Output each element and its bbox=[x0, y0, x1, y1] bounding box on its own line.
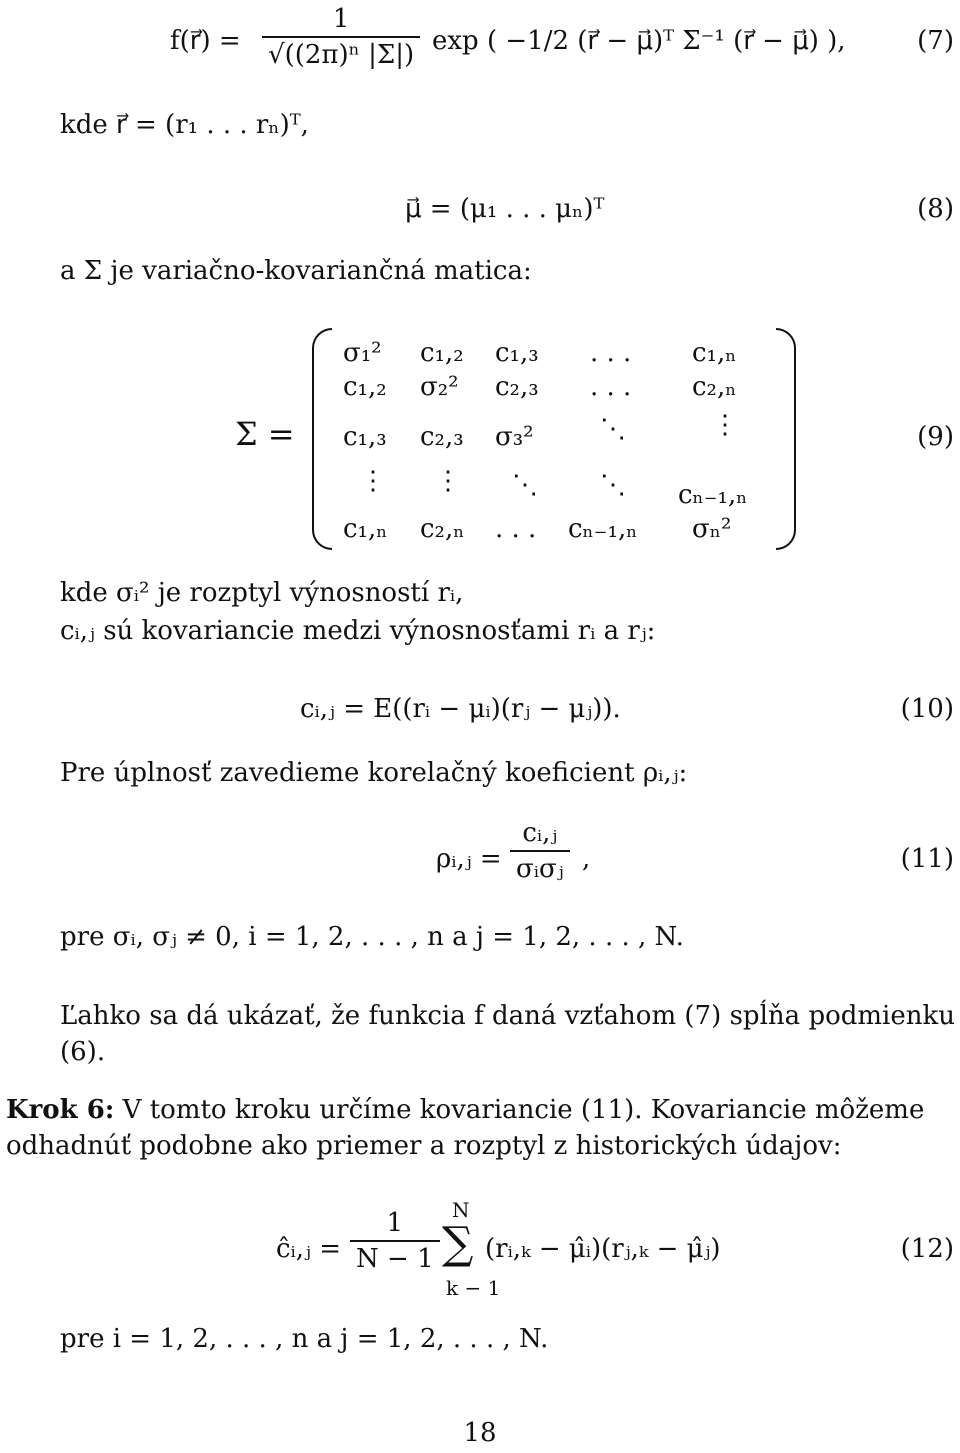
krok-paragraph bbox=[6, 1092, 956, 1164]
eq12-sum-upper: N bbox=[452, 1198, 470, 1222]
eq10-number: (10) bbox=[900, 694, 954, 724]
eq9-right-paren bbox=[776, 328, 796, 550]
matrix-cell: σ₁² bbox=[343, 338, 382, 368]
eq7-fraction bbox=[262, 6, 420, 68]
matrix-cell: c₁,₃ bbox=[343, 422, 387, 452]
eq12-body: (rᵢ,ₖ − μ̂ᵢ)(rⱼ,ₖ − μ̂ⱼ) bbox=[485, 1234, 721, 1264]
matrix-cell: c₁,ₙ bbox=[692, 338, 737, 368]
eq11-frac-num: cᵢ,ⱼ bbox=[510, 820, 570, 852]
eq12-sum-lower: k − 1 bbox=[446, 1276, 501, 1300]
matrix-cell: ⋮ bbox=[712, 410, 738, 440]
matrix-cell: . . . bbox=[590, 372, 632, 402]
eq7-lhs: f(r⃗) = bbox=[170, 26, 241, 56]
matrix-cell: σ₃² bbox=[495, 422, 534, 452]
eq12-sum-symbol: ∑ bbox=[442, 1218, 474, 1269]
matrix-cell: cₙ₋₁,ₙ bbox=[678, 480, 748, 510]
eq7-body: exp ( −1/2 (r⃗ − μ⃗)ᵀ Σ⁻¹ (r⃗ − μ⃗) ), bbox=[432, 26, 846, 56]
eq12-fraction bbox=[350, 1210, 440, 1272]
text-condition-1: pre σᵢ, σⱼ ≠ 0, i = 1, 2, . . . , n a j = 1, 2, . . . , N. bbox=[60, 922, 684, 952]
matrix-cell: ⋱ bbox=[600, 414, 626, 444]
text-lahko-paragraph: Ľahko sa dá ukázať, že funkcia f daná vzťahom (7) spĺňa podmienku (6). bbox=[60, 1001, 955, 1067]
eq11-number: (11) bbox=[900, 844, 954, 874]
eq9-lhs: Σ = bbox=[235, 415, 295, 453]
eq7-frac-den: √((2π)ⁿ |Σ|) bbox=[268, 40, 415, 70]
matrix-cell: c₂,₃ bbox=[495, 372, 539, 402]
matrix-cell: ⋱ bbox=[600, 470, 626, 500]
krok-text: V tomto kroku určíme kovariancie (11). Kovariancie môžeme odhadnúť podobne ako priemer a rozptyl z historických údajov: bbox=[6, 1095, 925, 1161]
eq11-lhs: ρᵢ,ⱼ = bbox=[436, 844, 502, 874]
matrix-cell: c₂,₃ bbox=[420, 422, 464, 452]
eq11-frac-den: σᵢσⱼ bbox=[516, 854, 564, 884]
eq12-frac-den: N − 1 bbox=[356, 1244, 434, 1274]
matrix-cell: c₁,₂ bbox=[343, 372, 387, 402]
eq11-tail: , bbox=[582, 844, 591, 874]
matrix-cell: σ₂² bbox=[420, 372, 459, 402]
eq12-lhs: ĉᵢ,ⱼ = bbox=[276, 1234, 341, 1264]
matrix-cell: . . . bbox=[495, 514, 537, 544]
matrix-cell: c₁,₃ bbox=[495, 338, 539, 368]
line-sigma-definition: a Σ je variačno-kovariančná matica: bbox=[60, 256, 532, 286]
page-number: 18 bbox=[463, 1418, 497, 1448]
eq7-number: (7) bbox=[917, 26, 954, 56]
eq8-number: (8) bbox=[917, 194, 954, 224]
text-covariance-definition: cᵢ,ⱼ sú kovariancie medzi výnosnosťami rᵢ a rⱼ: bbox=[60, 616, 656, 646]
eq11-fraction bbox=[510, 820, 570, 882]
eq7-frac-num: 1 bbox=[262, 6, 420, 38]
eq10-body: cᵢ,ⱼ = E((rᵢ − μᵢ)(rⱼ − μⱼ)). bbox=[300, 694, 621, 724]
eq12-number: (12) bbox=[900, 1234, 954, 1264]
matrix-cell: ⋱ bbox=[512, 470, 538, 500]
line-r-definition: kde r⃗ = (r₁ . . . rₙ)ᵀ, bbox=[60, 110, 309, 140]
text-correlation-intro: Pre úplnosť zavedieme korelačný koeficient ρᵢ,ⱼ: bbox=[60, 758, 688, 788]
krok-label: Krok 6: bbox=[6, 1095, 115, 1125]
text-variance-definition: kde σᵢ² je rozptyl výnosností rᵢ, bbox=[60, 578, 464, 608]
matrix-cell: c₂,ₙ bbox=[692, 372, 737, 402]
eq9-number: (9) bbox=[917, 422, 954, 452]
matrix-cell: ⋮ bbox=[360, 466, 386, 496]
matrix-cell: σₙ² bbox=[692, 514, 732, 544]
matrix-cell: c₁,₂ bbox=[420, 338, 464, 368]
eq8-body: μ⃗ = (μ₁ . . . μₙ)ᵀ bbox=[405, 194, 605, 224]
eq9-left-paren bbox=[312, 328, 332, 550]
eq12-frac-num: 1 bbox=[350, 1210, 440, 1242]
matrix-cell: . . . bbox=[590, 338, 632, 368]
matrix-cell: cₙ₋₁,ₙ bbox=[568, 514, 638, 544]
matrix-cell: c₁,ₙ bbox=[343, 514, 388, 544]
matrix-cell: ⋮ bbox=[435, 466, 461, 496]
matrix-cell: c₂,ₙ bbox=[420, 514, 465, 544]
text-condition-2: pre i = 1, 2, . . . , n a j = 1, 2, . . . , N. bbox=[60, 1324, 549, 1354]
